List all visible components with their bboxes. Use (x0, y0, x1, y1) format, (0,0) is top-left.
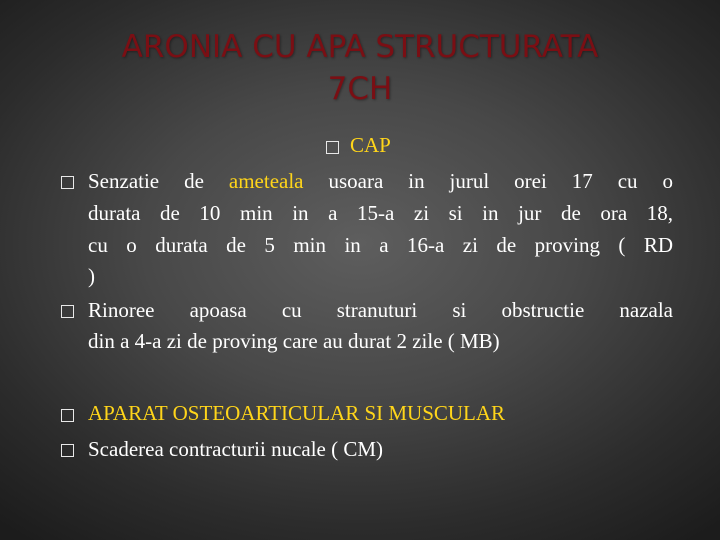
dizziness-line-2: durata de 10 min in a 15-a zi si in jur de ora 18, (88, 201, 673, 225)
checkbox-bullet-icon (326, 141, 339, 154)
section-heading-cap: CAP (350, 133, 391, 157)
dizziness-post: usoara in jurul orei 17 cu o (303, 169, 674, 193)
dizziness-line-4: ) (88, 264, 95, 288)
checkbox-bullet-icon (61, 409, 74, 422)
dizziness-line-1 (88, 169, 673, 193)
rhinorrhea-line-1: Rinoree apoasa cu stranuturi si obstructie nazala (88, 298, 673, 322)
checkbox-bullet-icon (61, 305, 74, 318)
rhinorrhea-line-2: din a 4-a zi de proving care au durat 2 zile ( MB) (88, 329, 500, 353)
dizziness-line-3: cu o durata de 5 min in a 16-a zi de proving ( RD (88, 233, 673, 257)
title-line-1: ARONIA CU APA STRUCTURATA (121, 29, 599, 65)
nape-item: Scaderea contracturii nucale ( CM) (88, 437, 384, 461)
aparat-heading: APARAT OSTEOARTICULAR SI MUSCULAR (88, 401, 506, 425)
checkbox-bullet-icon (61, 176, 74, 189)
dizziness-pre: Senzatie de (88, 169, 229, 193)
title-line-2: 7CH (327, 71, 393, 107)
dizziness-highlight: ameteala (228, 169, 304, 193)
checkbox-bullet-icon (61, 444, 74, 457)
